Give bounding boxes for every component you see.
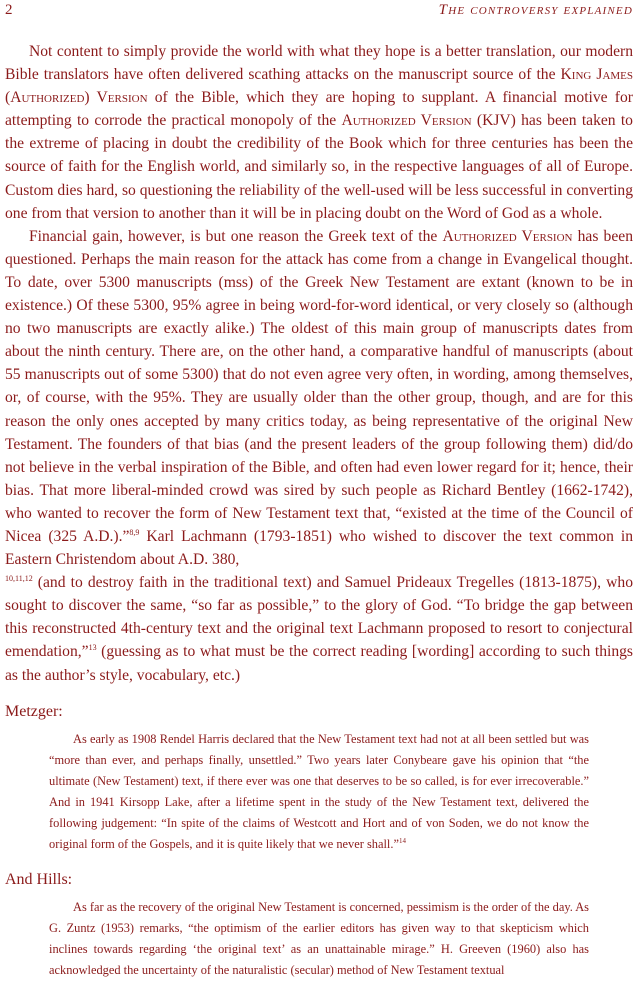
- running-title: The controversy explained: [438, 2, 633, 18]
- quote-text: As early as 1908 Rendel Harris declared that the New Testament text had not at all been settled but was “more than ever, and perhaps finally, unsettled.” Two years later Conybeare gave his opinion that “the ultimate (New Testament) text, if there ever was one that deserves to be so called, is for ever irrecoverable.” And in 1941 Kirsopp Lake, after a lifetime spent in the study of the New Testament text, delivered the following judgement: “In spite of the claims of Westcott and Hort and of von Soden, we do not know the original form of the Gospels, and it is quite likely that we never shall.”: [49, 731, 589, 851]
- small-caps-authorized-version: Authorized Version: [341, 112, 472, 130]
- text-run: (and to destroy faith in the traditional text) and Samuel Prideaux Tregelles (1813-1875), who sought to discover the same, “so far as possible,” to the glory of God. “To bridge the gap between this reconstructed 4th-century text and the original text Lachmann proposed to resort to conjectural emendation,”: [5, 574, 633, 661]
- text-run: of the Bible, which they are hoping to supplant. A financial motive for attempting to corrode the practical monopoly of the: [5, 89, 633, 130]
- page-body: [5, 40, 633, 981]
- text-run: (guessing as to what must be the correct reading [wording] according to such things as the author’s style, vocabulary, etc.): [5, 643, 633, 684]
- hills-quote: [49, 897, 589, 981]
- text-run: Financial gain, however, is but one reason the Greek text of the: [29, 227, 443, 245]
- text-run: Karl Lachmann (1793-1851) who wished to discover the text common in Eastern Christendom about A.D. 380,: [5, 527, 633, 569]
- footnote-ref: 10,11,12: [5, 573, 33, 583]
- metzger-label: Metzger:: [5, 702, 63, 720]
- page-number: 2: [5, 2, 13, 18]
- quote-text: As far as the recovery of the original New Testament is concerned, pessimism is the order of the day. As G. Zuntz (1953) remarks, “the optimism of the earlier editors has given way to that skepticism which inclines towards regarding ‘the original text’ as an unattainable mirage.” H. Greeven (1960) also has acknowledged the uncertainty of the naturalistic (secular) method of New Testament textual: [49, 899, 589, 977]
- paragraph-kjv-attacks: [5, 40, 633, 225]
- paragraph-financial-gain: [5, 225, 633, 687]
- footnote-ref: 14: [398, 836, 406, 845]
- text-run: (KJV) has been taken to the extreme of placing in doubt the credibility of the Book which for three centuries has been the source of faith for the English world, and similarly so, in the respective languages of all of Europe. Custom dies hard, so questioning the reliability of the well-used will be less successful in converting one from that version to another than it will be in placing doubt on the Word of God as a whole.: [5, 112, 633, 222]
- footnote-ref: 13: [88, 643, 97, 653]
- small-caps-authorized-version: Authorized Version: [442, 227, 573, 245]
- metzger-quote: [49, 729, 589, 855]
- small-caps-kjv: King James (Authorized) Version: [5, 66, 634, 107]
- footnote-ref: 8,9: [129, 527, 140, 537]
- hills-label: And Hills:: [5, 870, 73, 888]
- page-header: [5, 2, 633, 24]
- text-run: Not content to simply provide the world with what they hope is a better translation, our modern Bible translators have often delivered scathing attacks on the manuscript source of the: [5, 43, 633, 84]
- text-run: has been questioned. Perhaps the main reason for the attack has come from a change in Evangelical thought. To date, over 5300 manuscripts (mss) of the Greek New Testament are extant (known to be in existence.) Of these 5300, 95% agree in being word-for-word identical, or very closely so (although no two manuscripts are exactly alike.) The oldest of this main group of manuscripts dates from about the ninth century. There are, on the other hand, a comparative handful of manuscripts (about 55 manuscripts out of some 5300) that do not even agree very often, in wording, among themselves, or, of course, with the 95%. They are usually older than the other group, though, and are for this reason the only ones accepted by many critics today, as being representative of the original New Testament. The founders of that bias (and the present leaders of the group following them) did/do not believe in the verbal inspiration of the Bible, and often had even lower regard for it; hence, their bias. That more liberal-minded crowd was sired by such people as Richard Bentley (1662-1742), who wanted to recover the form of New Testament text that, “existed at the time of the Council of Nicea (325 A.D.).”: [5, 227, 633, 545]
